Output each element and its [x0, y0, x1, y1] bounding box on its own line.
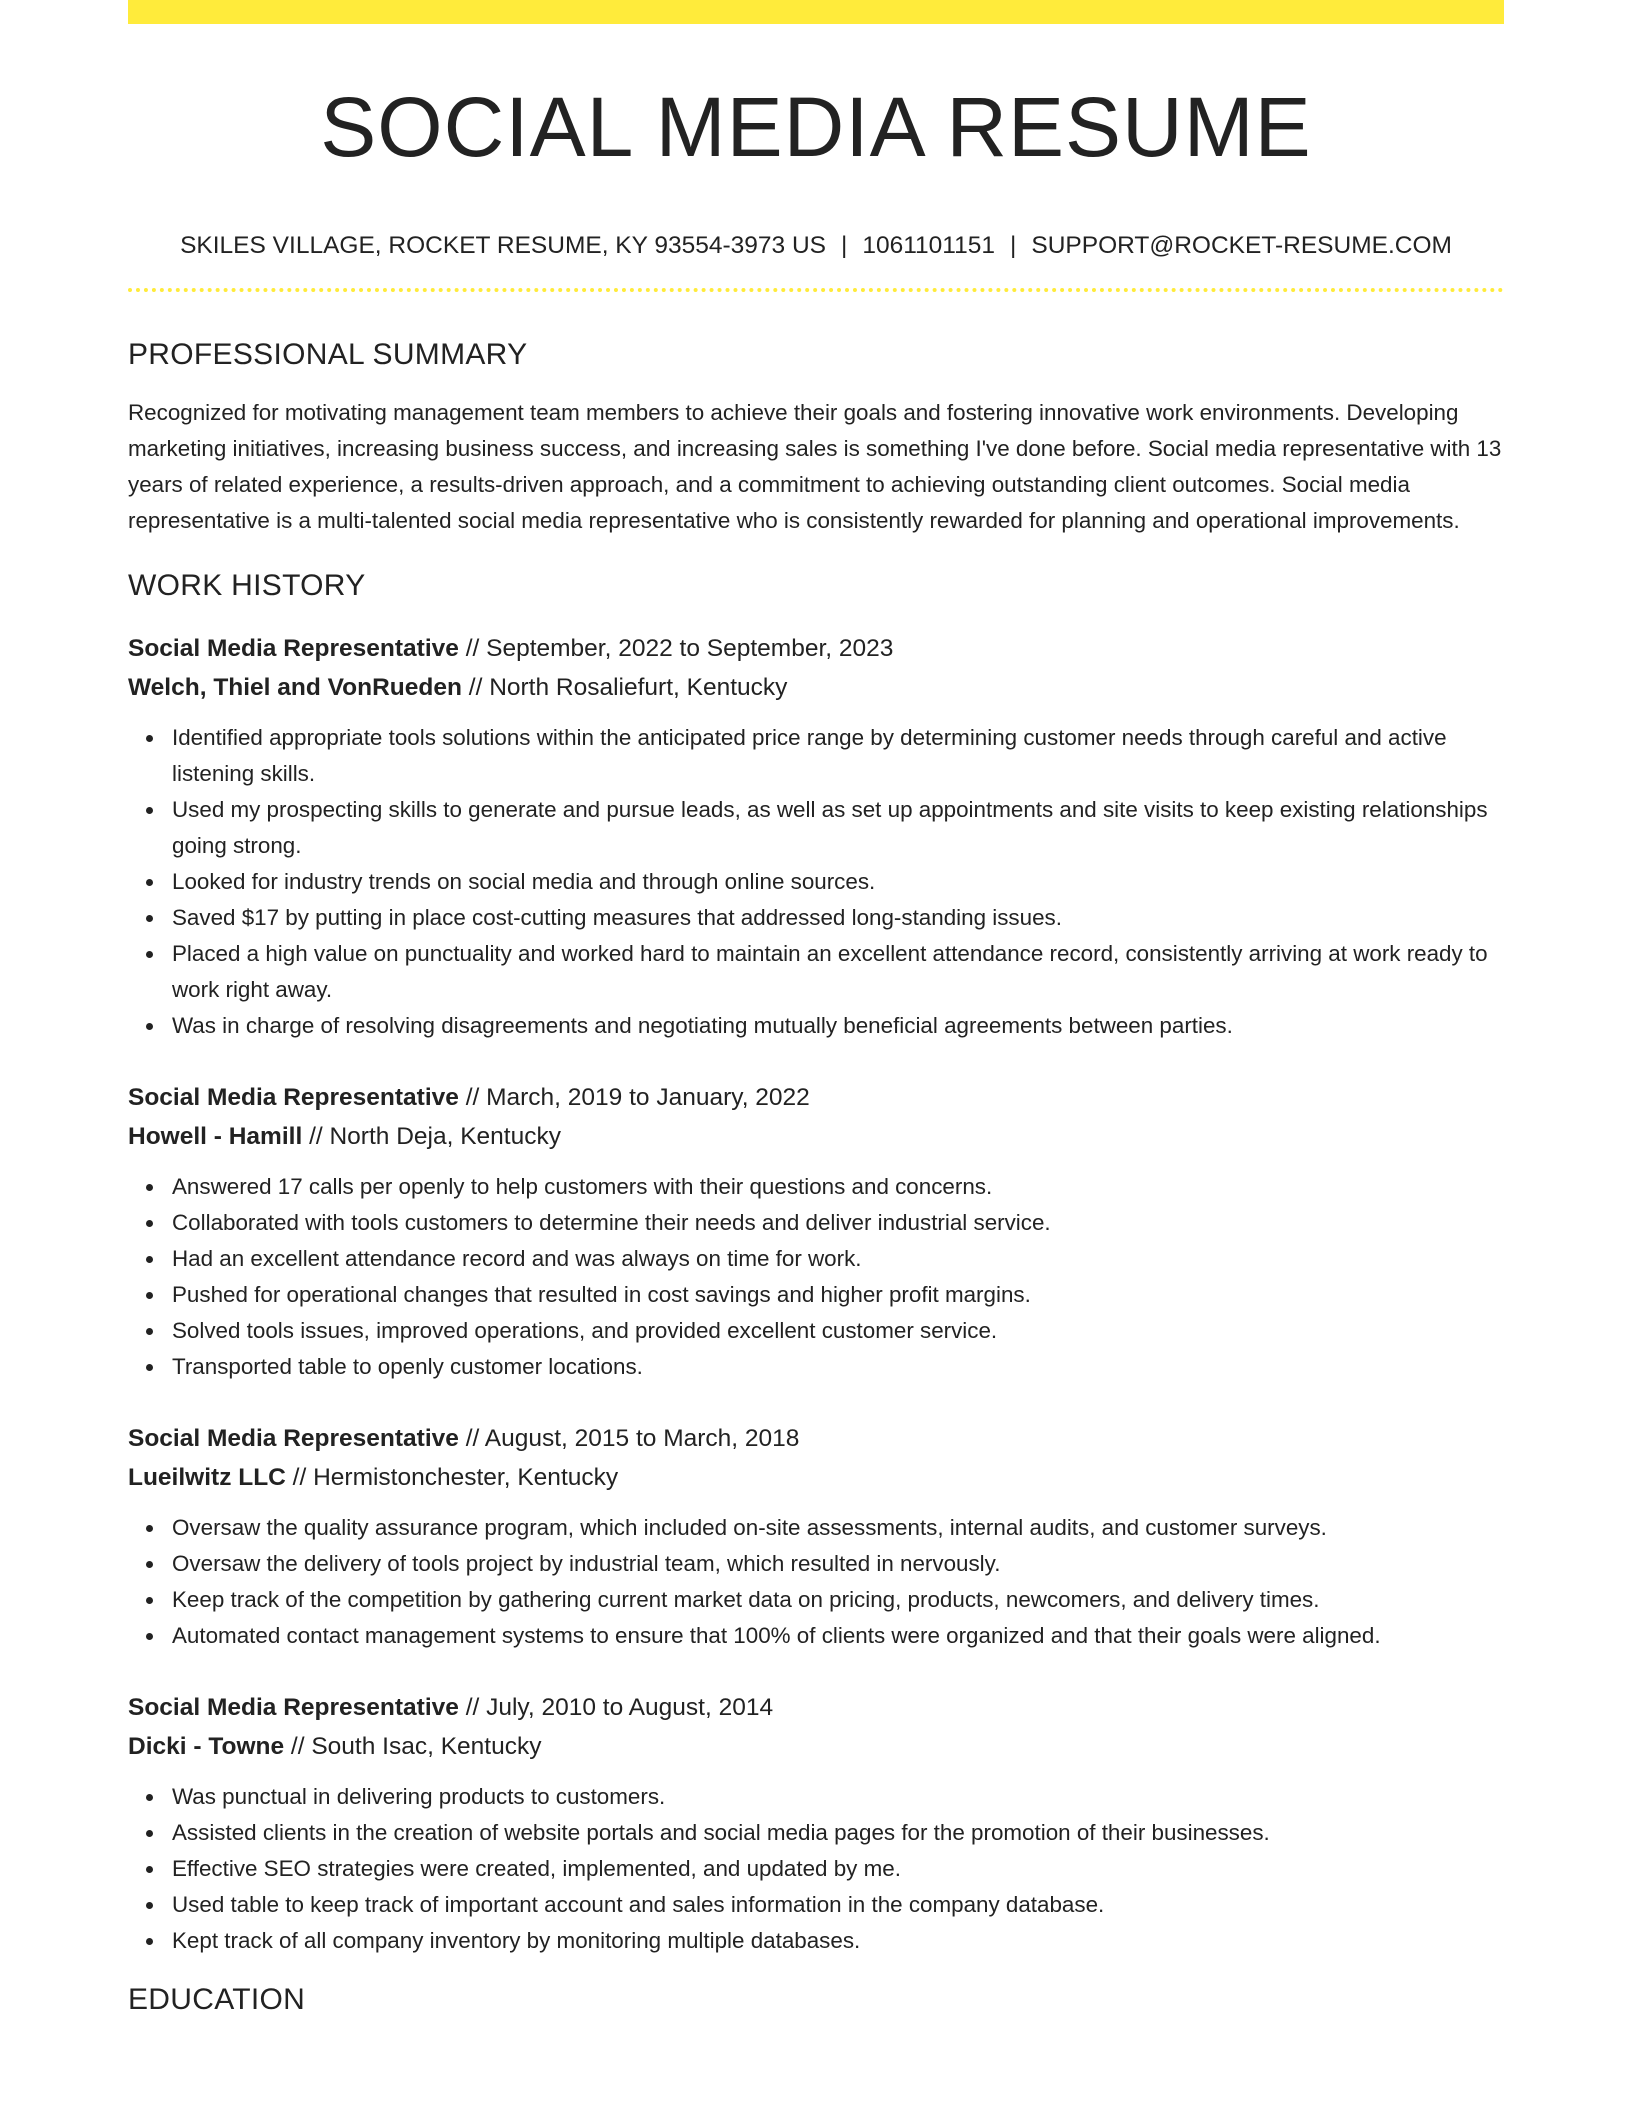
education-heading: EDUCATION — [128, 1983, 306, 2016]
accent-top-bar — [128, 0, 1504, 24]
job-location: // North Rosaliefurt, Kentucky — [461, 674, 788, 701]
job-company: Howell - Hamill — [128, 1123, 303, 1150]
job-title: Social Media Representative — [128, 1425, 459, 1452]
job-title-line — [128, 1078, 1504, 1117]
job-title-line — [128, 629, 1504, 668]
work-history-heading: WORK HISTORY — [128, 569, 366, 602]
dotted-divider — [128, 288, 1504, 292]
job-bullet: Pushed for operational changes that resulted in cost savings and higher profit margins. — [172, 1277, 1504, 1313]
job-bullets — [128, 1169, 1504, 1385]
job-company-line — [128, 1458, 1504, 1497]
job-bullet: Had an excellent attendance record and was always on time for work. — [172, 1241, 1504, 1277]
job-bullet: Identified appropriate tools solutions within the anticipated price range by determining customer needs through careful and active listening skills. — [172, 720, 1504, 792]
job-title-line — [128, 1688, 1504, 1727]
contact-line — [128, 230, 1504, 262]
contact-separator: | — [1010, 232, 1017, 259]
job-location: // South Isac, Kentucky — [284, 1733, 542, 1760]
job-dates: // March, 2019 to January, 2022 — [458, 1084, 810, 1111]
summary-text: Recognized for motivating management team members to achieve their goals and fostering innovative work environments. Developing marketing initiatives, increasing business success, and increasing sales is something I've done before. Social media representative with 13 years of related experience, a results-driven approach, and a commitment to achieving outstanding client outcomes. Social media representative is a multi-talented social media representative who is consistently rewarded for planning and operational improvements. — [128, 400, 1502, 533]
job-company: Welch, Thiel and VonRueden — [128, 674, 462, 701]
job-dates: // August, 2015 to March, 2018 — [458, 1425, 800, 1452]
job-dates: // July, 2010 to August, 2014 — [458, 1694, 774, 1721]
job-bullet: Was in charge of resolving disagreements and negotiating mutually beneficial agreements between parties. — [172, 1008, 1504, 1044]
job-bullet: Oversaw the quality assurance program, which included on-site assessments, internal audits, and customer surveys. — [172, 1510, 1504, 1546]
summary-heading: PROFESSIONAL SUMMARY — [128, 338, 528, 371]
job-bullets — [128, 720, 1504, 1044]
job-bullet: Used table to keep track of important account and sales information in the company database. — [172, 1887, 1504, 1923]
job-company: Dicki - Towne — [128, 1733, 285, 1760]
job-title-line — [128, 1419, 1504, 1458]
job-bullet: Collaborated with tools customers to determine their needs and deliver industrial service. — [172, 1205, 1504, 1241]
job-company-line — [128, 668, 1504, 707]
job-bullet: Was punctual in delivering products to customers. — [172, 1779, 1504, 1815]
job-company-line — [128, 1727, 1504, 1766]
job-title: Social Media Representative — [128, 1694, 459, 1721]
job-company: Lueilwitz LLC — [128, 1464, 286, 1491]
job-bullet: Effective SEO strategies were created, implemented, and updated by me. — [172, 1851, 1504, 1887]
job-bullet: Solved tools issues, improved operations, and provided excellent customer service. — [172, 1313, 1504, 1349]
resume-title: SOCIAL MEDIA RESUME — [320, 80, 1312, 174]
job-bullet: Saved $17 by putting in place cost-cutting measures that addressed long-standing issues. — [172, 900, 1504, 936]
contact-separator: | — [841, 232, 848, 259]
job-bullet: Assisted clients in the creation of website portals and social media pages for the promotion of their businesses. — [172, 1815, 1504, 1851]
job-dates: // September, 2022 to September, 2023 — [458, 635, 894, 662]
job-bullet: Placed a high value on punctuality and worked hard to maintain an excellent attendance record, consistently arriving at work ready to work right away. — [172, 936, 1504, 1008]
job-title: Social Media Representative — [128, 635, 459, 662]
contact-address: SKILES VILLAGE, ROCKET RESUME, KY 93554-3973 US — [180, 232, 826, 259]
job-entry — [128, 629, 1504, 1044]
job-bullets — [128, 1510, 1504, 1654]
job-entry — [128, 1078, 1504, 1385]
job-bullet: Used my prospecting skills to generate and pursue leads, as well as set up appointments and site visits to keep existing relationships going strong. — [172, 792, 1504, 864]
job-bullet: Answered 17 calls per openly to help customers with their questions and concerns. — [172, 1169, 1504, 1205]
job-entry — [128, 1419, 1504, 1654]
job-bullet: Looked for industry trends on social media and through online sources. — [172, 864, 1504, 900]
job-bullets — [128, 1779, 1504, 1959]
job-location: // North Deja, Kentucky — [302, 1123, 561, 1150]
contact-phone: 1061101151 — [862, 232, 995, 259]
job-bullet: Keep track of the competition by gathering current market data on pricing, products, newcomers, and delivery times. — [172, 1582, 1504, 1618]
job-bullet: Automated contact management systems to ensure that 100% of clients were organized and that their goals were aligned. — [172, 1618, 1504, 1654]
job-company-line — [128, 1117, 1504, 1156]
job-bullet: Oversaw the delivery of tools project by industrial team, which resulted in nervously. — [172, 1546, 1504, 1582]
job-location: // Hermistonchester, Kentucky — [285, 1464, 619, 1491]
job-bullet: Transported table to openly customer locations. — [172, 1349, 1504, 1385]
contact-email: SUPPORT@ROCKET-RESUME.COM — [1031, 232, 1452, 259]
job-title: Social Media Representative — [128, 1084, 459, 1111]
job-entry — [128, 1688, 1504, 1959]
resume-page — [128, 0, 1504, 2019]
job-bullet: Kept track of all company inventory by monitoring multiple databases. — [172, 1923, 1504, 1959]
